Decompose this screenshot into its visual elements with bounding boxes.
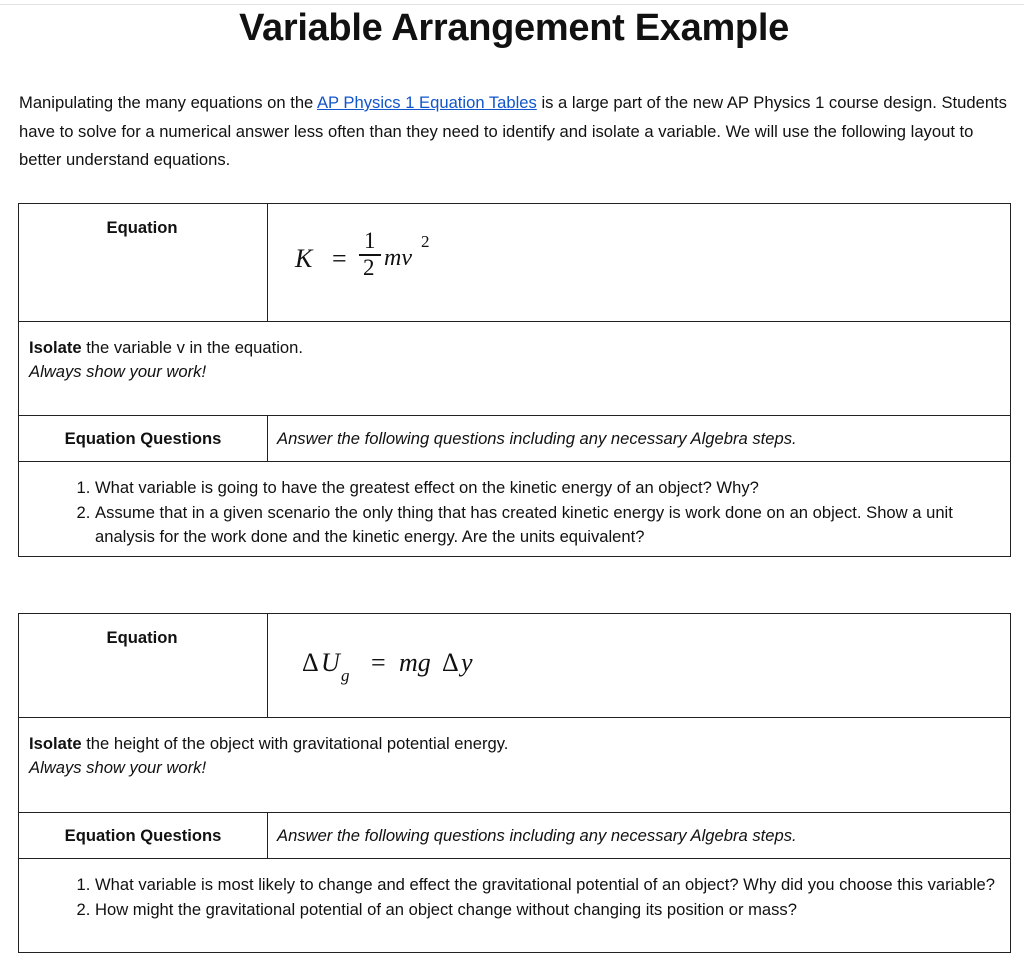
page-title: Variable Arrangement Example (239, 7, 789, 49)
eq-symbol-u: U (321, 648, 340, 677)
isolate-cell (19, 322, 1011, 416)
isolate-text: the height of the object with gravitational potential energy. (81, 734, 509, 753)
isolate-bold: Isolate (29, 734, 82, 753)
equation-cell (268, 614, 1011, 718)
equation-label-cell (19, 614, 268, 718)
questions-list (19, 462, 1010, 556)
eq-delta-2: Δ (442, 648, 459, 677)
questions-list-cell (19, 859, 1011, 953)
equation-label: Equation (106, 218, 178, 237)
equation-label-cell (19, 204, 268, 322)
question-item: 1. What variable is most likely to change and effect the gravitational potential of an object? Why did you choose this variable? (95, 873, 1000, 898)
isolate-text: the variable v in the equation. (81, 338, 303, 357)
worksheet-table-gravitational-potential (18, 613, 1011, 953)
show-work-note: Always show your work! (29, 758, 207, 777)
eq-symbol-k: K (295, 244, 313, 273)
eq-subscript-g: g (341, 666, 350, 685)
questions-label: Equation Questions (19, 416, 268, 462)
intro-text-before-link: Manipulating the many equations on the (19, 93, 317, 112)
eq-equals: = (332, 244, 347, 273)
equation-cell (268, 204, 1011, 322)
question-item: 2. How might the gravitational potential of an object change without changing its position or mass? (95, 898, 1000, 923)
eq-exponent: 2 (421, 232, 430, 251)
questions-label: Equation Questions (19, 813, 268, 859)
questions-list (19, 859, 1010, 928)
questions-list-cell (19, 462, 1011, 557)
eq-equals: = (371, 648, 386, 677)
isolate-bold: Isolate (29, 338, 82, 357)
eq-delta: Δ (302, 648, 319, 677)
questions-instruction: Answer the following questions including any necessary Algebra steps. (268, 416, 1011, 462)
eq-fraction-numerator: 1 (364, 228, 376, 253)
intro-text-after-link: is a large part of the new AP Physics 1 course design. Students have to solve for a numerical answer less often than they need to identify and isolate a variable. We will use the following layout to better understand equations. (19, 93, 1007, 170)
intro-paragraph (19, 89, 1019, 175)
questions-instruction: Answer the following questions including any necessary Algebra steps. (268, 813, 1011, 859)
show-work-note: Always show your work! (29, 362, 207, 381)
equation-tables-link[interactable]: AP Physics 1 Equation Tables (316, 93, 537, 112)
isolate-cell (19, 718, 1011, 813)
worksheet-table-kinetic-energy (18, 203, 1011, 557)
eq-symbol-y: y (461, 648, 473, 677)
question-item: 1. What variable is going to have the greatest effect on the kinetic energy of an object? Why? (95, 476, 1000, 501)
eq-mg: mg (399, 648, 431, 677)
question-item: 2. Assume that in a given scenario the only thing that has created kinetic energy is work done on an object. Show a unit analysis for the work done and the kinetic energy. Are the units equivalent? (95, 501, 1000, 550)
equation-label: Equation (106, 628, 178, 647)
eq-fraction-denominator: 2 (363, 255, 375, 280)
eq-mv: mv (384, 245, 412, 271)
